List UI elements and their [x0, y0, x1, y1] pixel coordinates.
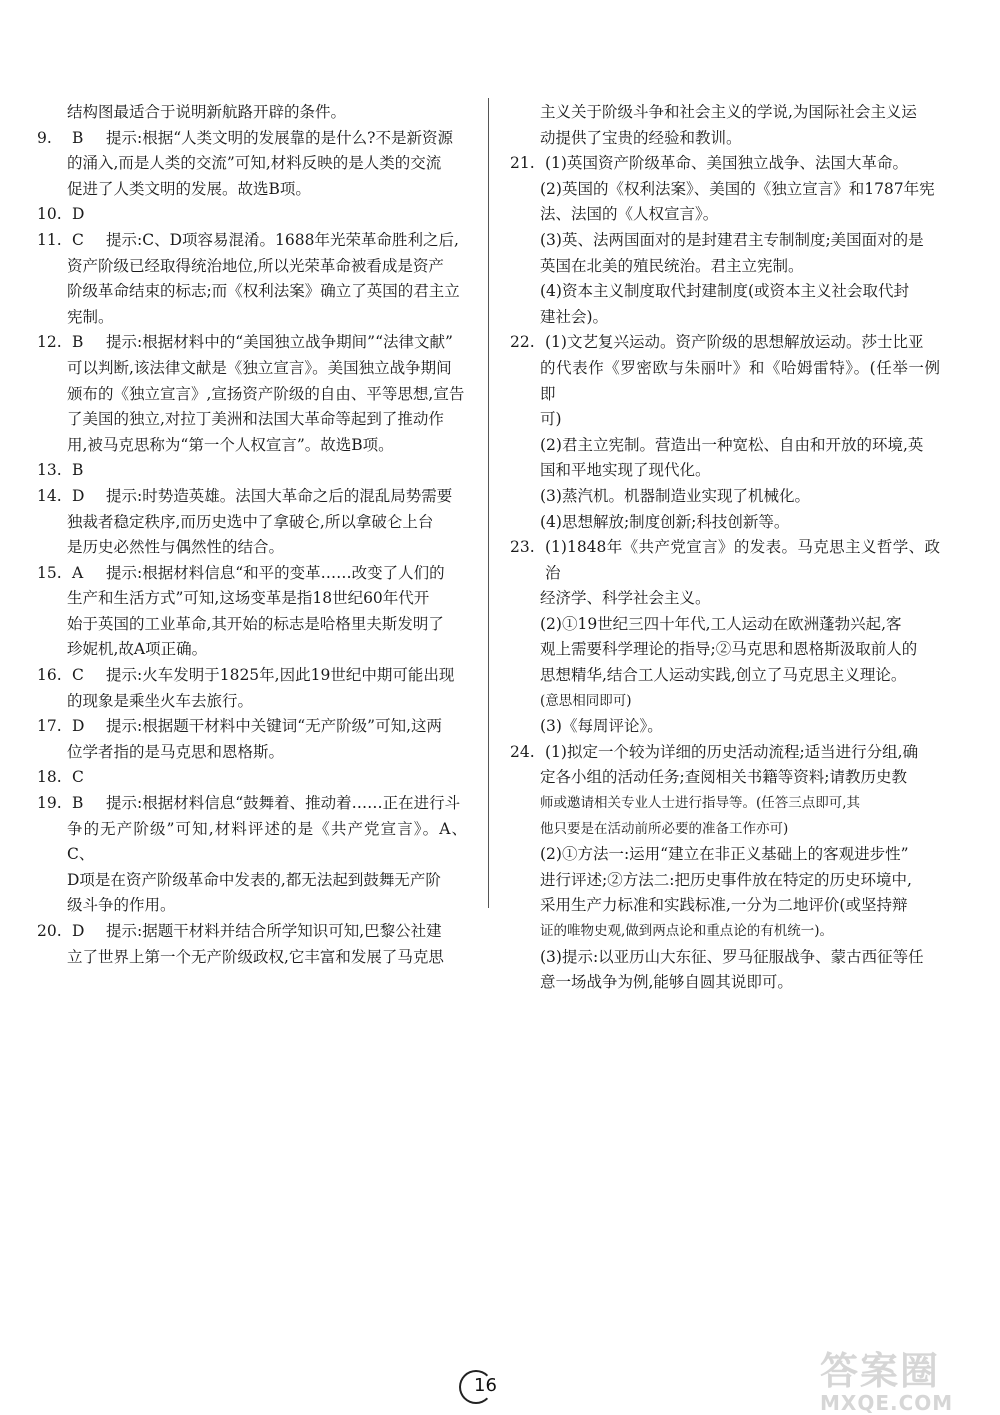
right-answer-list — [510, 151, 940, 996]
answer-item — [37, 458, 467, 484]
page-number-text: 16 — [474, 1375, 497, 1396]
answer-hint-first-line: 提示:根据材料中的“美国独立战争期间”“法律文献” — [106, 333, 453, 352]
sub-answer-line: 可) — [540, 410, 562, 429]
right-lead-text — [510, 100, 940, 151]
answer-hint-first-line: 提示:根据材料信息“鼓舞着、推动着……正在进行斗 — [106, 794, 461, 813]
continued-text-line: 动提供了宝贵的经验和教训。 — [540, 128, 742, 147]
question-number: 24. — [510, 742, 535, 761]
answer-hint-line: 立了世界上第一个无产阶级政权,它丰富和发展了马克思 — [67, 947, 444, 966]
continued-text-line: 主义关于阶级斗争和社会主义的学说,为国际社会主义运 — [540, 103, 917, 121]
answer-item — [37, 484, 467, 510]
answer-hint-first-line — [106, 458, 467, 484]
answer-item — [37, 919, 467, 945]
sub-answer-first-line: (1)文艺复兴运动。资产阶级的思想解放运动。莎士比亚 — [545, 333, 924, 352]
question-number: 18. — [37, 768, 62, 787]
question-number: 19. — [37, 794, 62, 813]
page-number — [459, 1368, 503, 1402]
sub-answer-line: (2)①方法一:运用“建立在非正义基础上的客观进步性” — [540, 845, 909, 864]
answer-item — [37, 330, 467, 356]
watermark-title: 答案圈 — [820, 1349, 941, 1393]
answer-hint-line: 可以判断,该法律文献是《独立宣言》。美国独立战争期间 — [67, 358, 452, 377]
answer-choice: C — [72, 230, 84, 249]
answer-choice: B — [72, 333, 84, 352]
answer-hint-line: 级斗争的作用。 — [67, 896, 176, 915]
answer-hint-first-line — [106, 765, 467, 791]
answer-hint-line: 了美国的独立,对拉丁美洲和法国大革命等起到了推动作 — [67, 410, 444, 429]
answer-hint-first-line: 提示:根据题干材料中关键词“无产阶级”可知,这两 — [106, 717, 442, 736]
left-lead-line: 结构图最适合于说明新航路开辟的条件。 — [67, 103, 347, 121]
answer-item — [37, 663, 467, 689]
sub-answer-line: (4)思想解放;制度创新;科技创新等。 — [540, 512, 790, 531]
sub-answer-first-line: (1)英国资产阶级革命、美国独立战争、法国大革命。 — [545, 154, 908, 173]
answer-choice: D — [72, 922, 85, 940]
column-divider — [488, 98, 489, 908]
right-column — [510, 100, 940, 996]
sub-answer-line: 意一场战争为例,能够自圆其说即可。 — [540, 973, 793, 992]
sub-answer-line: (3)英、法两国面对的是封建君主专制制度;美国面对的是 — [540, 230, 924, 249]
answer-item — [37, 561, 467, 587]
answer-item — [510, 535, 940, 586]
answer-hint-first-line: 提示:时势造英雄。法国大革命之后的混乱局势需要 — [106, 486, 453, 505]
question-number: 23. — [510, 538, 535, 557]
answer-item — [510, 330, 940, 356]
watermark-url: MXQE.COM — [820, 1391, 954, 1415]
answer-item — [37, 228, 467, 254]
sub-answer-line: 思想精华,结合工人运动实践,创立了马克思主义理论。 — [540, 666, 907, 685]
answer-choice: D — [72, 205, 85, 224]
answer-hint-line: 争的无产阶级”可知,材料评述的是《共产党宣言》。A、C、 — [67, 819, 467, 864]
sub-answer-line: 定各小组的活动任务;查阅相关书籍等资料;请教历史教 — [540, 768, 907, 787]
sub-answer-line: 进行评述;②方法二:把历史事件放在特定的历史环境中, — [540, 870, 912, 889]
answer-hint-line: D项是在资产阶级革命中发表的,都无法起到鼓舞无产阶 — [67, 870, 441, 889]
answer-hint-line: 用,被马克思称为“第一个人权宣言”。故选B项。 — [67, 435, 394, 454]
sub-answer-line: 建社会)。 — [540, 307, 609, 326]
sub-answer-line: 证的唯物史观,做到两点论和重点论的有机统一)。 — [540, 923, 834, 939]
answer-hint-line: 促进了人类文明的发展。故选B项。 — [67, 179, 311, 198]
sub-answer-line: (4)资本主义制度取代封建制度(或资本主义社会取代封 — [540, 282, 910, 301]
answer-choice: B — [72, 128, 84, 147]
answer-hint-line: 始于英国的工业革命,其开始的标志是哈格里夫斯发明了 — [67, 614, 444, 633]
answer-choice: D — [72, 486, 85, 505]
sub-answer-line: (3)《每周评论》。 — [540, 717, 663, 736]
answer-item — [510, 151, 940, 177]
answer-hint-first-line: 提示:根据材料信息“和平的变革……改变了人们的 — [106, 563, 445, 582]
answer-choice: B — [72, 461, 84, 480]
answer-hint-line: 珍妮机,故A项正确。 — [67, 640, 208, 659]
sub-answer-line: 他只要是在活动前所必要的准备工作亦可) — [540, 820, 789, 837]
answer-hint-first-line: 提示:根据“人类文明的发展靠的是什么?不是新资源 — [106, 128, 453, 147]
answer-hint-line: 生产和生活方式”可知,这场变革是指18世纪60年代开 — [67, 589, 430, 608]
sub-answer-line: (2)君主立宪制。营造出一种宽松、自由和开放的环境,英 — [540, 435, 924, 454]
sub-answer-line: 经济学、科学社会主义。 — [540, 589, 711, 608]
sub-answer-line: 采用生产力标准和实践标准,一分为二地评价(或坚持辩 — [540, 896, 908, 915]
answer-hint-line: 位学者指的是马克思和恩格斯。 — [67, 742, 285, 761]
question-number: 9. — [37, 128, 52, 147]
answer-hint-line: 颁布的《独立宣言》,宣扬资产阶级的自由、平等思想,宣告 — [67, 384, 465, 403]
answer-hint-first-line: 提示:据题干材料并结合所学知识可知,巴黎公社建 — [106, 922, 442, 940]
answer-hint-line: 的现象是乘坐火车去旅行。 — [67, 691, 254, 710]
question-number: 21. — [510, 154, 535, 173]
left-answer-list — [37, 126, 467, 971]
sub-answer-line: 的代表作《罗密欧与朱丽叶》和《哈姆雷特》。(任举一例即 — [540, 358, 940, 403]
question-number: 17. — [37, 717, 62, 736]
answer-choice: B — [72, 794, 84, 813]
answer-item — [37, 765, 467, 791]
answer-choice: C — [72, 768, 84, 787]
sub-answer-line: (意思相同即可) — [540, 692, 632, 709]
answer-hint-line: 资产阶级已经取得统治地位,所以光荣革命被看成是资产 — [67, 256, 444, 275]
answer-item — [510, 740, 940, 766]
question-number: 13. — [37, 461, 62, 480]
sub-answer-line: 英国在北美的殖民统治。君主立宪制。 — [540, 256, 804, 275]
sub-answer-line: 观上需要科学理论的指导;②马克思和恩格斯汲取前人的 — [540, 640, 918, 659]
answer-hint-line: 独裁者稳定秩序,而历史选中了拿破仑,所以拿破仑上台 — [67, 512, 434, 531]
sub-answer-line: (3)蒸汽机。机器制造业实现了机械化。 — [540, 486, 810, 505]
question-number: 15. — [37, 563, 62, 582]
answer-item — [37, 202, 467, 228]
sub-answer-line: 师或邀请相关专业人士进行指导等。(任答三点即可,其 — [540, 795, 861, 812]
question-number: 22. — [510, 333, 535, 352]
question-number: 14. — [37, 486, 62, 505]
answer-item — [37, 714, 467, 740]
answer-hint-first-line: 提示:火车发明于1825年,因此19世纪中期可能出现 — [106, 666, 455, 685]
answer-choice: C — [72, 666, 84, 685]
answer-hint-line: 阶级革命结束的标志;而《权利法案》确立了英国的君主立 — [67, 282, 460, 301]
question-number: 16. — [37, 666, 62, 685]
left-column — [37, 100, 467, 970]
sub-answer-first-line: (1)拟定一个较为详细的历史活动流程;适当进行分组,确 — [545, 742, 919, 761]
sub-answer-line: 法、法国的《人权宣言》。 — [540, 205, 719, 224]
answer-hint-line: 宪制。 — [67, 307, 114, 326]
question-number: 12. — [37, 333, 62, 352]
answer-hint-line: 的涌入,而是人类的交流”可知,材料反映的是人类的交流 — [67, 154, 442, 173]
sub-answer-line: 国和平地实现了现代化。 — [540, 461, 711, 480]
site-watermark — [820, 1340, 990, 1415]
sub-answer-line: (3)提示:以亚历山大东征、罗马征服战争、蒙古西征等任 — [540, 947, 924, 966]
question-number: 20. — [37, 922, 62, 940]
question-number: 10. — [37, 205, 62, 224]
answer-item — [37, 791, 467, 817]
sub-answer-first-line: (1)1848年《共产党宣言》的发表。马克思主义哲学、政治 — [545, 538, 940, 582]
answer-hint-first-line: 提示:C、D项容易混淆。1688年光荣革命胜利之后, — [106, 230, 459, 249]
sub-answer-line: (2)英国的《权利法案》、美国的《独立宣言》和1787年宪 — [540, 179, 935, 198]
answer-hint-line: 是历史必然性与偶然性的结合。 — [67, 538, 285, 557]
answer-hint-first-line — [106, 202, 467, 228]
answer-choice: D — [72, 717, 85, 736]
answer-item — [37, 126, 467, 152]
question-number: 11. — [37, 230, 62, 249]
sub-answer-line: (2)①19世纪三四十年代,工人运动在欧洲蓬勃兴起,客 — [540, 614, 902, 633]
answer-choice: A — [72, 563, 84, 582]
